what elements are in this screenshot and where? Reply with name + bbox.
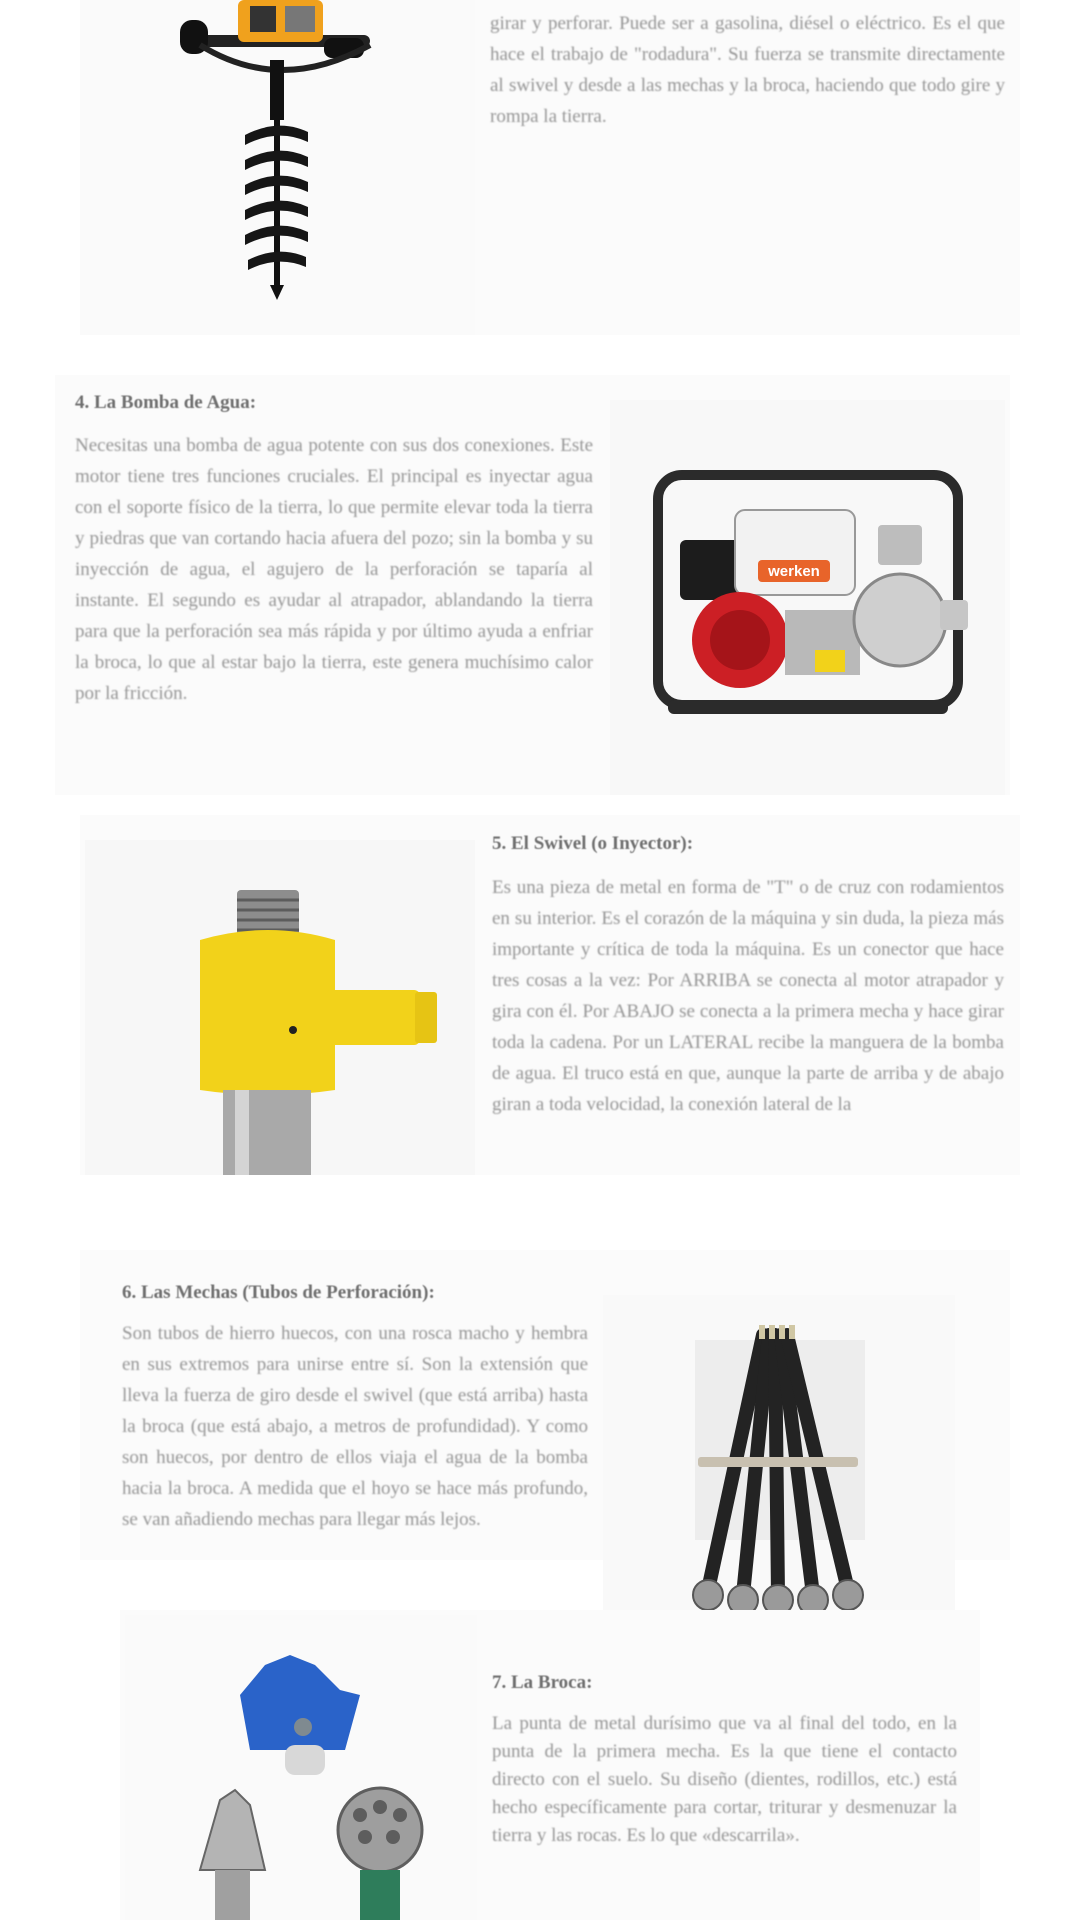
auger-image: [80, 0, 475, 335]
broca-heading: 7. La Broca:: [492, 1672, 593, 1693]
drill-bits-icon: [125, 1615, 477, 1920]
pump-brand-label: werken: [768, 563, 820, 580]
swivel-heading: 5. El Swivel (o Inyector):: [492, 833, 694, 854]
swivel-image: [85, 840, 475, 1175]
pump-image: [610, 400, 1005, 795]
bomba-text: Necesitas una bomba de agua potente con sus dos conexiones. Este motor tiene tres funciones cruciales. El principal es inyectar agua con el soporte físico de la tierra, lo que permite elevar toda la tierra y piedras que van cortando hacia afuera del pozo; sin la bomba y su inyección de agua, el agujero de la perforación se taparía al instante. El segundo es ayudar al atrapador, ablandando la tierra para que la perforación sea más rápida y por último ayuda a enfriar la broca, lo que al estar bajo la tierra, este genera muchísimo calor por la fricción.: [75, 435, 593, 704]
water-pump-icon: [610, 400, 1005, 795]
swivel-text: Es una pieza de metal en forma de "T" o de cruz con rodamientos en su interior. Es el corazón de la máquina y sin duda, la pieza más importante y crítica de toda la máquina. Es un conector que hace tres cosas a la vez: Por ARRIBA se conecta al motor atrapador y gira con él. Por ABAJO se conecta a la primera mecha y hace girar toda la cadena. Por un LATERAL recibe la manguera de la bomba de agua. El truco está en que, aunque la parte de arriba y de abajo giran a toda velocidad, la conexión lateral de la: [492, 877, 1004, 1115]
mechas-heading: 6. Las Mechas (Tubos de Perforación):: [122, 1282, 435, 1303]
motor-text: girar y perforar. Puede ser a gasolina, diésel o eléctrico. Es el que hace el trabajo de "rodadura". Su fuerza se transmite directamente al swivel y desde a las mechas y la broca, haciendo que todo gire y rompa la tierra.: [490, 13, 1005, 127]
pipes-image: [603, 1295, 955, 1640]
bomba-heading: 4. La Bomba de Agua:: [75, 392, 257, 413]
gas-auger-drill-icon: [80, 0, 475, 335]
bits-image: [125, 1615, 477, 1920]
broca-text: La punta de metal durísimo que va al final del todo, en la punta de la primera mecha. Es la que tiene el contacto directo con el suelo. Su diseño (dientes, rodillos, etc.) está hecho específicamente para cortar, triturar y desmenuzar la tierra y las rocas. Es lo que «descarrila».: [492, 1713, 957, 1846]
swivel-t-connector-icon: [85, 840, 475, 1175]
drill-pipes-icon: [603, 1295, 955, 1640]
mechas-text: Son tubos de hierro huecos, con una rosca macho y hembra en sus extremos para unirse entre sí. Son la extensión que lleva la fuerza de giro desde el swivel (que está arriba) hasta la broca (que está abajo, a metros de profundidad). Y como son huecos, por dentro de ellos viaja el agua de la bomba hacia la broca. A medida que el hoyo se hace más profundo, se van añadiendo mechas para llegar más lejos.: [122, 1323, 588, 1530]
